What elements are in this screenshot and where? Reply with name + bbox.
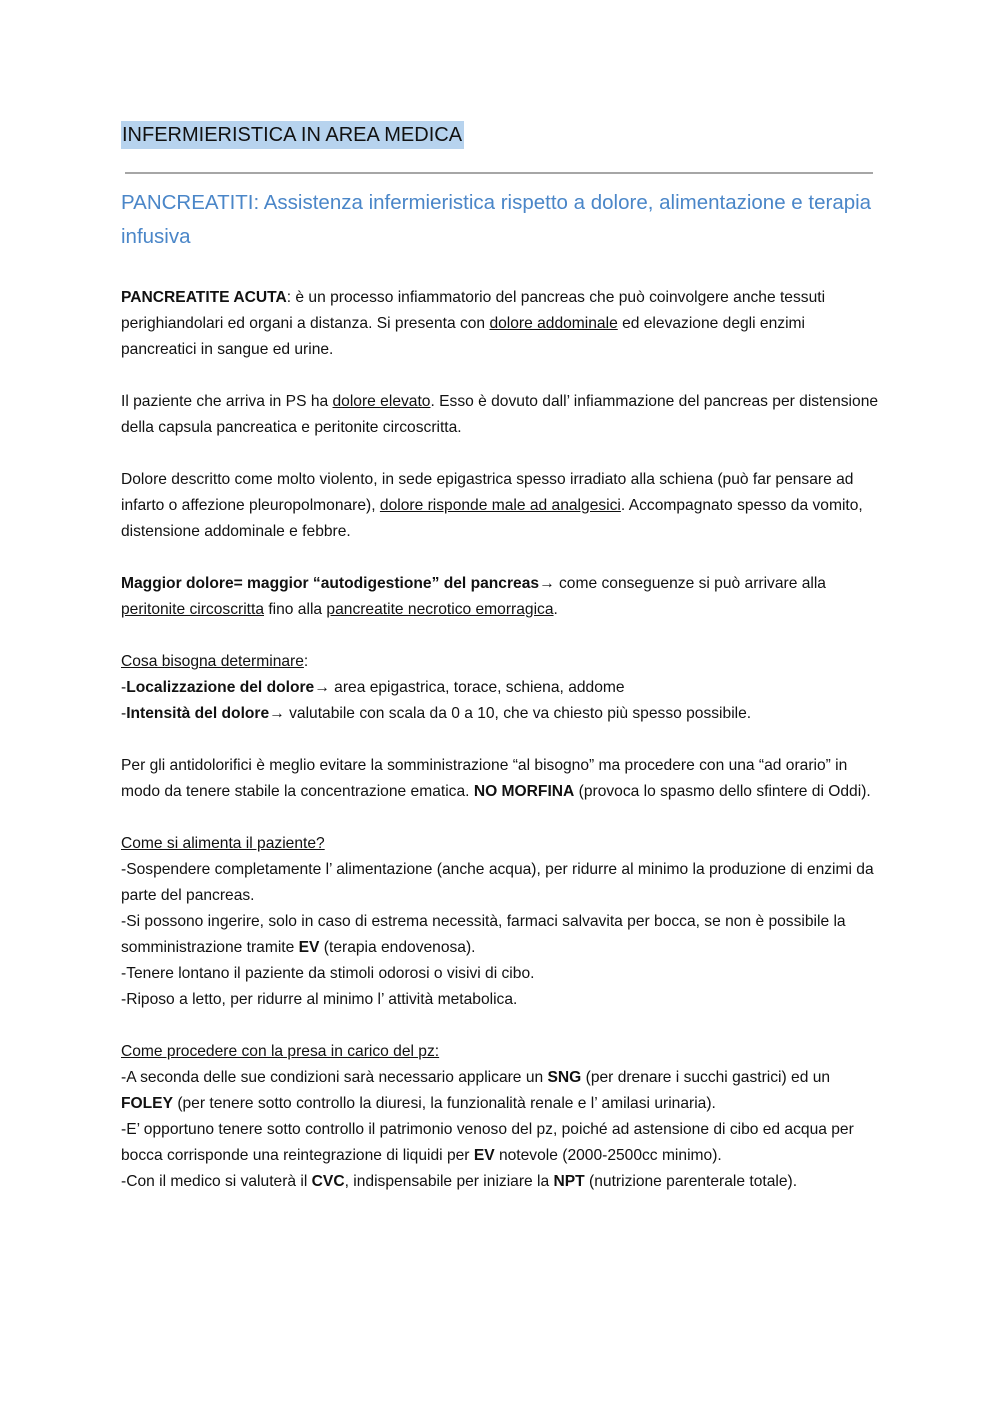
list-item [121,909,881,961]
text: , indispensabile per iniziare la [344,1173,554,1190]
text: (nutrizione parenterale totale). [584,1173,798,1190]
text: Il paziente che arriva in PS ha [121,393,333,410]
horizontal-rule [125,172,873,174]
section-heading: PANCREATITI: Assistenza infermieristica rispetto a dolore, alimentazione e terapia infusiva [121,191,872,248]
subheading-alimentazione [121,831,881,857]
spacer [121,1013,881,1039]
text: . [553,601,558,618]
bold-text: Localizzazione del dolore [126,679,315,696]
text: -Con il medico si valuterà il [121,1173,312,1190]
list-item [121,701,881,727]
text: (per drenare i succhi gastrici) ed un [581,1069,831,1086]
subheading-text: Cosa bisogna determinare [121,653,304,670]
spacer [121,623,881,649]
bold-text: EV [298,939,320,956]
text: Per gli antidolorifici è meglio evitare la somministrazione “al bisogno” ma procedere con una “ad orario” in modo da tenere stabile la concentrazione ematica. [121,757,848,800]
paragraph-dolore-descritto [121,467,881,545]
paragraph-maggior-dolore [121,571,881,623]
subheading-presa-in-carico [121,1039,881,1065]
text: -A seconda delle sue condizioni sarà necessario applicare un [121,1069,548,1086]
list-item [121,1065,881,1117]
spacer [121,727,881,753]
list-item: -Tenere lontano il paziente da stimoli odorosi o visivi di cibo. [121,965,535,982]
bold-text: Maggior dolore= maggior “autodigestione” del pancreas [121,575,540,592]
list-item [121,675,881,701]
paragraph-paziente-ps [121,389,881,441]
underlined-text: pancreatite necrotico emorragica [326,601,554,618]
text: . Accompagnato spesso da vomito, distensione addominale e febbre. [121,497,863,540]
paragraph-antidolorifici [121,753,881,805]
text: : [303,653,309,670]
text: (terapia endovenosa). [319,939,476,956]
text: : è un processo infiammatorio del pancreas che può coinvolgere anche tessuti perighiandolari ed organi a distanza. Si presenta con [121,289,826,332]
bold-text: Intensità del dolore [126,705,270,722]
subheading-cosa-determinare [121,649,881,675]
paragraph-pancreatite-acuta [121,285,881,363]
bold-text: NPT [553,1173,585,1190]
text: → come conseguenze si può arrivare alla [539,575,826,592]
term-pancreatite-acuta: PANCREATITE ACUTA [121,289,287,306]
bold-text: EV [473,1147,495,1164]
text: → area epigastrica, torace, schiena, addome [314,679,625,696]
text: - [121,705,127,722]
spacer [121,363,881,389]
subheading-text: Come si alimenta il paziente? [121,835,325,852]
text: → valutabile con scala da 0 a 10, che va chiesto più spesso possibile. [269,705,752,722]
bold-text: NO MORFINA [473,783,575,800]
underlined-text: dolore risponde male ad analgesici [379,497,621,514]
list-item [121,1117,881,1169]
text: (per tenere sotto controllo la diuresi, la funzionalità renale e l’ amilasi urinaria). [172,1095,716,1112]
underlined-text: peritonite circoscritta [121,601,264,618]
underlined-text: dolore addominale [489,315,618,332]
list-item: -Riposo a letto, per ridurre al minimo l’ attività metabolica. [121,991,518,1008]
document-title: INFERMIERISTICA IN AREA MEDICA [121,121,464,149]
spacer [121,545,881,571]
spacer [121,805,881,831]
text: fino alla [264,601,327,618]
spacer [121,441,881,467]
underlined-text: dolore elevato [332,393,431,410]
subheading-text: Come procedere con la presa in carico del pz: [121,1043,440,1060]
text: notevole (2000-2500cc minimo). [494,1147,722,1164]
bold-text: SNG [547,1069,582,1086]
text: - [121,679,127,696]
text: . Esso è dovuto dall’ infiammazione del pancreas per distensione della capsula pancreatica e peritonite circoscritta. [121,393,879,436]
text: (provoca lo spasmo dello sfintere di Oddi). [574,783,871,800]
text: Dolore descritto come molto violento, in sede epigastrica spesso irradiato alla schiena (può far pensare ad infarto o affezione pleuropolmonare), [121,471,854,514]
text: -Si possono ingerire, solo in caso di estrema necessità, farmaci salvavita per bocca, se non è possibile la somministrazione tramite [121,913,846,956]
text: ed elevazione degli enzimi pancreatici in sangue ed urine. [121,315,805,358]
list-item [121,1169,881,1195]
bold-text: CVC [311,1173,345,1190]
text: -E’ opportuno tenere sotto controllo il patrimonio venoso del pz, poiché ad astensione di cibo ed acqua per bocca corrisponde una reintegrazione di liquidi per [121,1121,854,1164]
list-item: -Sospendere completamente l’ alimentazione (anche acqua), per ridurre al minimo la produzione di enzimi da parte del pancreas. [121,861,874,904]
document-body [121,285,881,1195]
bold-text: FOLEY [121,1095,173,1112]
